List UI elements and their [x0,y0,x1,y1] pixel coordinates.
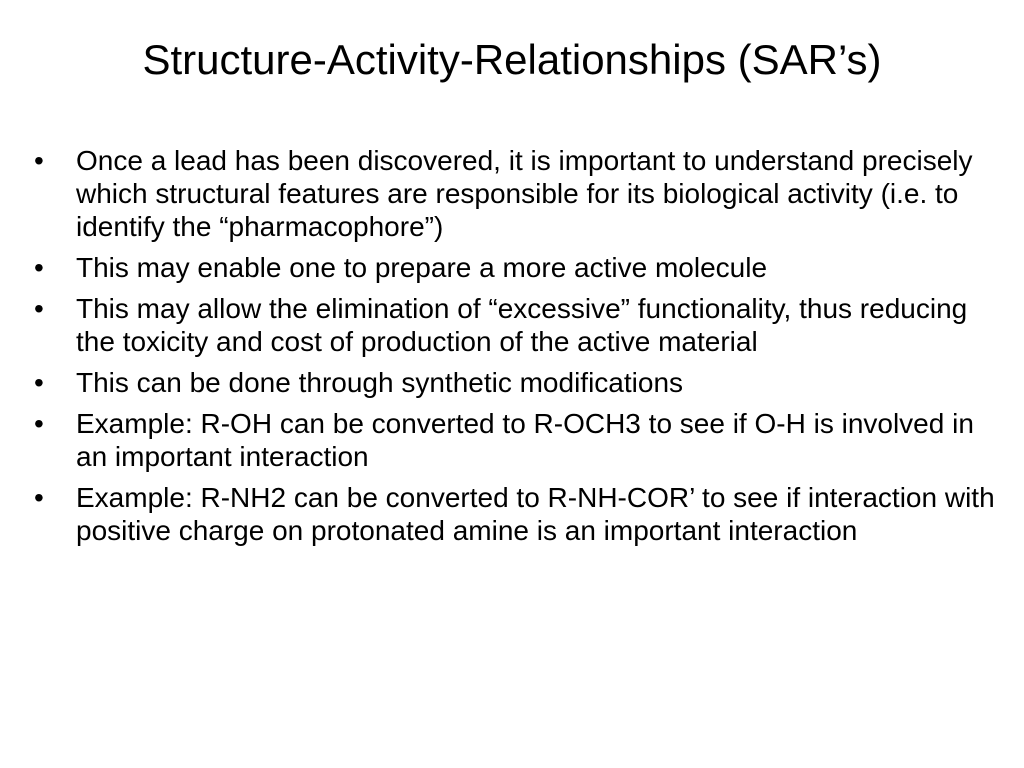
bullet-text: Example: R-OH can be converted to R-OCH3 to see if O-H is involved in an important interaction [76,408,974,472]
bullet-marker: • [34,293,44,324]
bullet-text: Example: R-NH2 can be converted to R-NH-COR’ to see if interaction with positive charge on protonated amine is an important interaction [76,482,995,546]
bullet-item [28,251,998,284]
bullet-marker: • [34,145,44,176]
bullet-text: Once a lead has been discovered, it is important to understand precisely which structural features are responsible for its biological activity (i.e. to identify the “pharmacophore”) [76,145,973,242]
bullet-marker: • [34,482,44,513]
bullet-item [28,481,998,547]
bullet-text: This may allow the elimination of “excessive” functionality, thus reducing the toxicity and cost of production of the active material [76,293,968,357]
bullet-marker: • [34,367,44,398]
bullet-item [28,144,998,243]
bullet-item [28,292,998,358]
bullet-text: This can be done through synthetic modifications [76,367,684,398]
bullet-item [28,407,998,473]
bullet-item [28,366,998,399]
bullet-marker: • [34,252,44,283]
slide-title: Structure-Activity-Relationships (SAR’s) [142,36,882,83]
bullet-text: This may enable one to prepare a more active molecule [76,252,768,283]
bullet-list [28,144,998,555]
bullet-marker: • [34,408,44,439]
